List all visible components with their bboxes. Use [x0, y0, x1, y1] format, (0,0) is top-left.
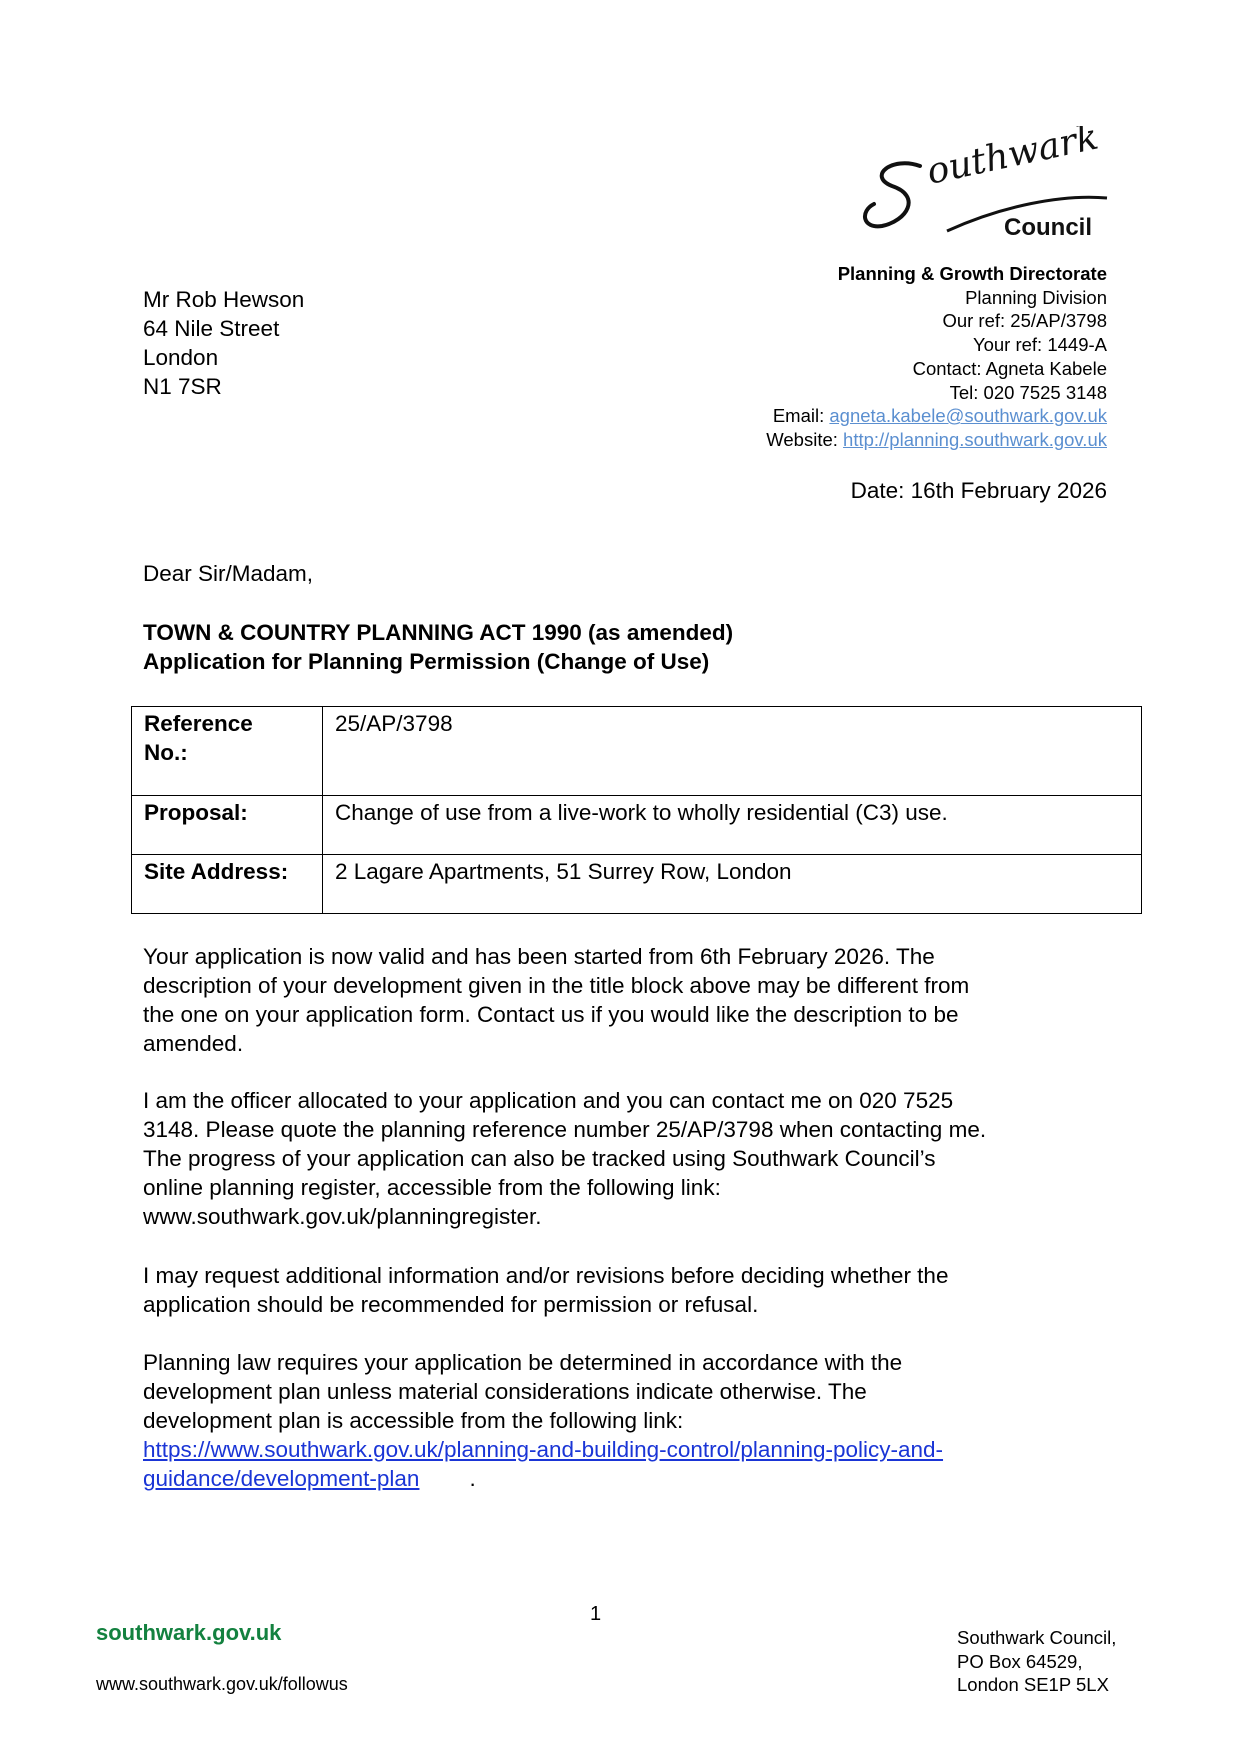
text-line: Your application is now valid and has been started from 6th February 2026. The: [143, 944, 935, 969]
website-link[interactable]: http://planning.southwark.gov.uk: [843, 428, 1107, 450]
text-line: development plan unless material considerations indicate otherwise. The: [143, 1379, 867, 1404]
text-line: I am the officer allocated to your application and you can contact me on 020 7525: [143, 1088, 954, 1113]
footer-followus-link[interactable]: www.southwark.gov.uk/followus: [96, 1674, 348, 1694]
paragraph-officer: [143, 1086, 986, 1231]
email-label: Email:: [772, 405, 830, 427]
text-line: the one on your application form. Contact us if you would like the description to be: [143, 1002, 959, 1027]
text-line: online planning register, accessible from the following link:: [143, 1175, 721, 1200]
table-row: [132, 855, 1142, 914]
text-line: 3148. Please quote the planning reference number 25/AP/3798 when contacting me.: [143, 1117, 987, 1142]
address-line: N1 7SR: [143, 374, 222, 399]
svg-text:Council: Council: [1004, 214, 1092, 241]
directorate: Planning & Growth Directorate: [837, 263, 1107, 284]
reference-value: 25/AP/3798: [323, 707, 1142, 796]
row-label: [132, 707, 323, 796]
paragraph-revisions: [143, 1261, 948, 1319]
heading-line: Application for Planning Permission (Change of Use): [143, 649, 710, 674]
heading-line: TOWN & COUNTRY PLANNING ACT 1990 (as amended): [143, 620, 734, 645]
development-plan-link[interactable]: guidance/development-plan: [143, 1466, 420, 1491]
text-line: description of your development given in the title block above may be different from: [143, 973, 970, 998]
paragraph-validity: [143, 942, 969, 1058]
footer-site-link[interactable]: southwark.gov.uk: [96, 1620, 282, 1645]
footer-address: [957, 1626, 1116, 1697]
address-line: London: [143, 345, 219, 370]
label-line: Reference: [144, 711, 253, 736]
division: Planning Division: [965, 286, 1107, 308]
label-line: No.:: [144, 740, 188, 765]
text-line: The progress of your application can also be tracked using Southwark Council’s: [143, 1146, 936, 1171]
site-address-value: 2 Lagare Apartments, 51 Surrey Row, London: [323, 855, 1142, 914]
text-line: development plan is accessible from the following link:: [143, 1408, 684, 1433]
row-label: Site Address:: [132, 855, 323, 914]
page-number: 1: [590, 1603, 602, 1625]
row-label: Proposal:: [132, 796, 323, 855]
address-line: Southwark Council,: [957, 1627, 1117, 1648]
contact: Contact: Agneta Kabele: [912, 357, 1107, 379]
southwark-council-logo: [862, 126, 1110, 244]
address-line: Mr Rob Hewson: [143, 287, 305, 312]
letter-heading: [143, 618, 733, 676]
application-details-table: [131, 706, 1142, 914]
sender-details: [766, 262, 1107, 452]
email-link[interactable]: agneta.kabele@southwark.gov.uk: [829, 405, 1107, 427]
text-line: www.southwark.gov.uk/planningregister.: [143, 1204, 542, 1229]
our-ref: Our ref: 25/AP/3798: [942, 310, 1107, 332]
table-row: [132, 707, 1142, 796]
recipient-address: [143, 285, 304, 401]
address-line: 64 Nile Street: [143, 316, 280, 341]
svg-text:outhwark: outhwark: [923, 126, 1102, 193]
proposal-value: Change of use from a live-work to wholly residential (C3) use.: [323, 796, 1142, 855]
table-row: [132, 796, 1142, 855]
letter-date: Date: 16th February 2026: [850, 478, 1107, 503]
text-line: Planning law requires your application be determined in accordance with the: [143, 1350, 903, 1375]
address-line: London SE1P 5LX: [957, 1674, 1109, 1695]
text-line: amended.: [143, 1031, 244, 1056]
website-label: Website:: [766, 428, 844, 450]
tel: Tel: 020 7525 3148: [949, 381, 1107, 403]
text-line: application should be recommended for permission or refusal.: [143, 1292, 759, 1317]
development-plan-link[interactable]: https://www.southwark.gov.uk/planning-and-building-control/planning-policy-and-: [143, 1437, 944, 1462]
address-line: PO Box 64529,: [957, 1650, 1083, 1672]
link-suffix: .: [469, 1466, 476, 1491]
text-line: I may request additional information and/or revisions before deciding whether the: [143, 1263, 949, 1288]
your-ref: Your ref: 1449-A: [972, 334, 1107, 356]
salutation: Dear Sir/Madam,: [143, 561, 314, 586]
paragraph-planning-law: [143, 1348, 943, 1493]
